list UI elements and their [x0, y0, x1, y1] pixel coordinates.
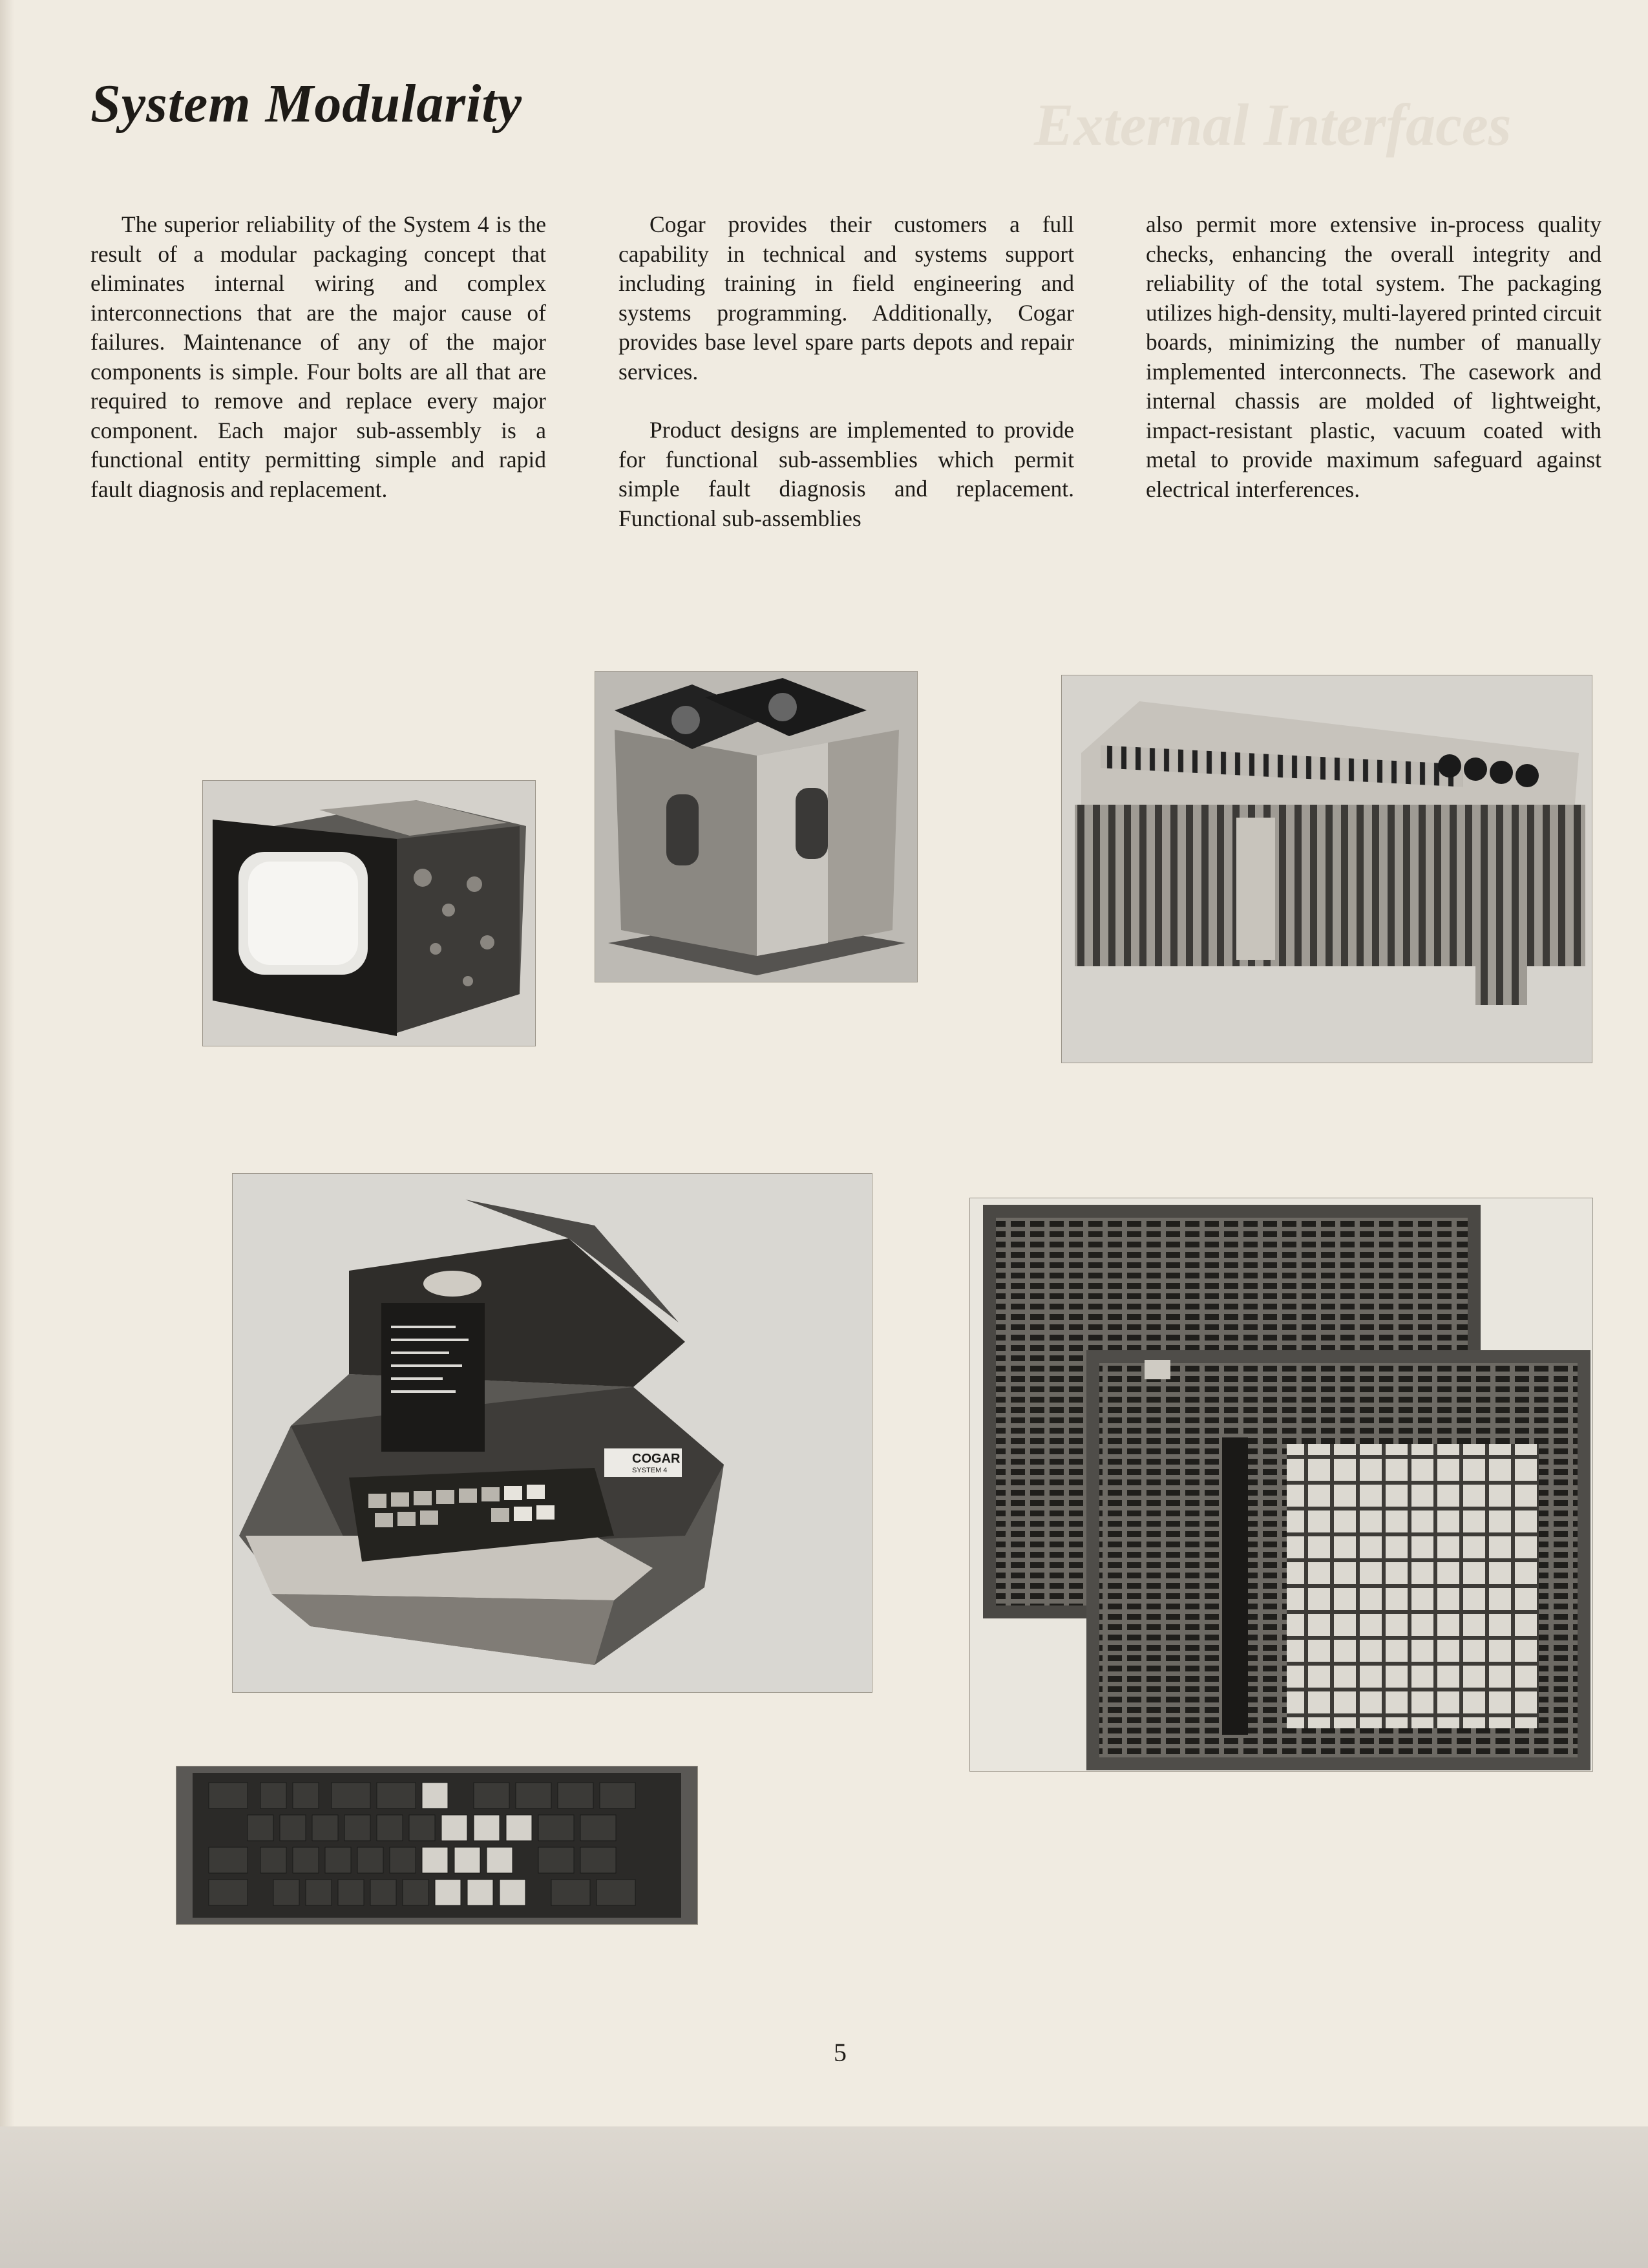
- show-through-heading: External Interfaces: [1034, 92, 1512, 158]
- paragraph: also permit more extensive in-process quality checks, enhancing the overall integrity and reliability of the total system. The packaging utilizes high-density, multi-layered printed circuit boards, minimizing the number of manually implemented interconnects. The casework and internal chassis are molded of lightweight, impact-resistant plastic, vacuum coated with metal to provide maximum safeguard against electrical interferences.: [1146, 211, 1601, 502]
- terminal-photo: [232, 1173, 872, 1693]
- terminal-brand-label: COGAR: [632, 1452, 681, 1466]
- text-column-3: [1146, 210, 1601, 533]
- page-fold-shadow: [0, 0, 14, 2126]
- page-number: 5: [834, 2038, 847, 2067]
- circuit-boards-photo: [969, 1198, 1593, 1772]
- text-column-2: [618, 210, 1074, 562]
- power-supply-photo: [1061, 675, 1592, 1063]
- paragraph: The superior reliability of the System 4 is the result of a modular packaging concept that eliminates internal wiring and complex interconnections that are the major cause of failures. Maintenance of any of the major components is simple. Four bolts are all that are required to remove and replace every major component. Each major sub-assembly is a functional entity permitting simple and rapid fault diagnosis and replacement.: [90, 211, 546, 502]
- terminal-model-label: SYSTEM 4: [632, 1467, 668, 1474]
- text-column-1: [90, 210, 546, 533]
- page-title: System Modularity: [90, 74, 523, 134]
- cassette-drive-photo: [595, 671, 918, 982]
- page-bottom-edge: [0, 2126, 1648, 2268]
- paragraph: Product designs are implemented to provide for functional sub-assemblies which permit simple fault diagnosis and replacement. Functional sub-assemblies: [618, 417, 1074, 531]
- keyboard-photo: [176, 1766, 698, 1925]
- paragraph: Cogar provides their customers a full capability in technical and systems support including training in field engineering and systems programming. Additionally, Cogar provides base level spare parts depots and repair services.: [618, 211, 1074, 385]
- crt-display-photo: [202, 780, 536, 1046]
